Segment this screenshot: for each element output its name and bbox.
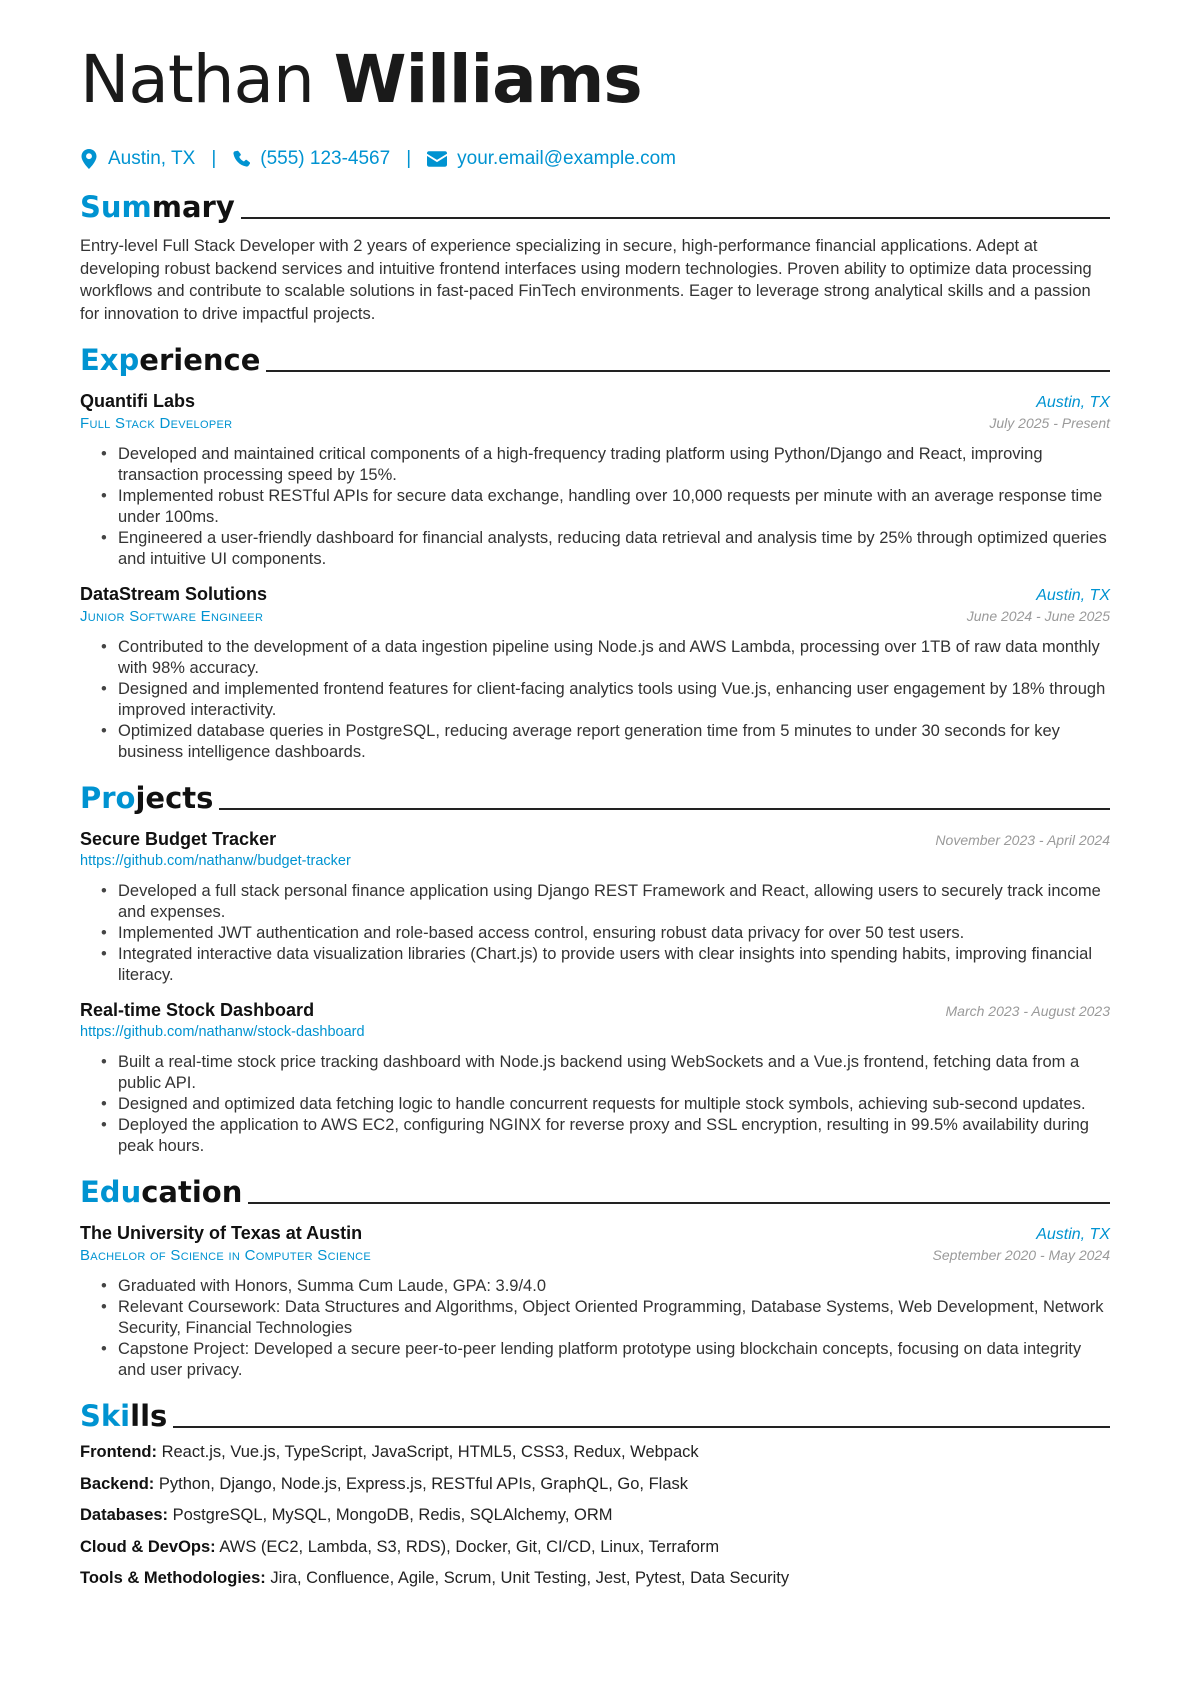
bullet-item: • Graduated with Honors, Summa Cum Laude, GPA: 3.9/4.0 bbox=[118, 1276, 1110, 1297]
company-name: DataStream Solutions bbox=[80, 584, 268, 604]
bullet-list bbox=[80, 881, 1110, 986]
summary-text: Entry-level Full Stack Developer with 2 years of experience specializing in secure, high-performance financial applications. Adept at developing robust backend services and intuitive frontend interfaces using modern technologies. Proven ability to optimize data processing workflows and contribute to scalable solutions in fast-paced FinTech environments. Eager to leverage strong analytical skills and a passion for innovation to drive impactful projects. bbox=[80, 237, 1092, 323]
project-name: Secure Budget Tracker bbox=[80, 829, 277, 849]
envelope-icon bbox=[427, 151, 447, 167]
resume-name bbox=[80, 40, 1110, 120]
skill-category: Tools & Methodologies: bbox=[80, 1569, 266, 1587]
skill-category: Databases: bbox=[80, 1506, 169, 1524]
project-link[interactable]: https://github.com/nathanw/budget-tracker bbox=[80, 853, 351, 869]
contact-location bbox=[80, 148, 195, 170]
contact-separator: | bbox=[406, 148, 412, 169]
bullet-item: • Contributed to the development of a data ingestion pipeline using Node.js and AWS Lambda, processing over 1TB of raw data monthly with 98% accuracy. bbox=[118, 637, 1110, 679]
bullet-item: • Implemented JWT authentication and role-based access control, ensuring robust data privacy for over 50 test users. bbox=[118, 923, 1110, 944]
skill-row bbox=[80, 1567, 1110, 1589]
bullet-item: • Implemented robust RESTful APIs for secure data exchange, handling over 10,000 requests per minute with an average response time under 100ms. bbox=[118, 486, 1110, 528]
section-title-accent: Exp bbox=[80, 343, 140, 377]
bullet-item: • Built a real-time stock price tracking dashboard with Node.js backend using WebSockets and a Vue.js frontend, fetching data from a public API. bbox=[118, 1052, 1110, 1094]
entry-date: June 2024 - June 2025 bbox=[966, 608, 1110, 624]
phone-icon bbox=[232, 149, 250, 169]
skills-list bbox=[80, 1441, 1110, 1589]
skill-values: AWS (EC2, Lambda, S3, RDS), Docker, Git, CI/CD, Linux, Terraform bbox=[219, 1537, 720, 1556]
section-rule bbox=[266, 370, 1110, 372]
company-name: Quantifi Labs bbox=[80, 391, 196, 411]
skill-row bbox=[80, 1441, 1110, 1463]
entry-date: March 2023 - August 2023 bbox=[945, 1003, 1110, 1019]
bullet-item: • Engineered a user-friendly dashboard for financial analysts, reducing data retrieval and analysis time by 25% through optimized queries and intuitive UI components. bbox=[118, 528, 1110, 570]
section-projects-title bbox=[80, 775, 1110, 815]
contact-phone[interactable] bbox=[232, 148, 390, 170]
project-entry bbox=[80, 829, 1110, 986]
section-title-rest: erience bbox=[139, 343, 261, 377]
skill-values: React.js, Vue.js, TypeScript, JavaScript, HTML5, CSS3, Redux, Webpack bbox=[161, 1443, 699, 1461]
section-education-title bbox=[80, 1169, 1110, 1209]
entry-date: July 2025 - Present bbox=[989, 415, 1110, 431]
bullet-list bbox=[80, 1052, 1110, 1157]
bullet-item: • Deployed the application to AWS EC2, configuring NGINX for reverse proxy and SSL encryption, resulting in 99.5% availability during peak hours. bbox=[118, 1115, 1110, 1157]
skill-category: Backend: bbox=[80, 1474, 155, 1493]
bullet-list bbox=[80, 444, 1110, 570]
experience-entry bbox=[80, 391, 1110, 570]
bullet-item: • Relevant Coursework: Data Structures and Algorithms, Object Oriented Programming, Database Systems, Web Development, Network Security, Financial Technologies bbox=[118, 1297, 1110, 1339]
project-link[interactable]: https://github.com/nathanw/stock-dashboard bbox=[80, 1024, 365, 1040]
entry-date: September 2020 - May 2024 bbox=[932, 1247, 1110, 1263]
project-name: Real-time Stock Dashboard bbox=[80, 1000, 315, 1020]
section-rule bbox=[241, 217, 1110, 219]
skill-values: Jira, Confluence, Agile, Scrum, Unit Testing, Jest, Pytest, Data Security bbox=[270, 1569, 790, 1587]
bullet-item: • Capstone Project: Developed a secure peer-to-peer lending platform prototype using blockchain concepts, focusing on data integrity and user privacy. bbox=[118, 1339, 1110, 1381]
project-entry bbox=[80, 1000, 1110, 1157]
section-skills-title bbox=[80, 1393, 1110, 1433]
section-title-rest: jects bbox=[135, 781, 214, 815]
first-name: Nathan bbox=[80, 41, 314, 118]
education-entry bbox=[80, 1223, 1110, 1381]
experience-entry bbox=[80, 584, 1110, 763]
skill-category: Cloud & DevOps: bbox=[80, 1537, 216, 1556]
bullet-item: • Optimized database queries in PostgreSQL, reducing average report generation time from 5 minutes to under 30 seconds for key business intelligence dashboards. bbox=[118, 721, 1110, 763]
skill-values: PostgreSQL, MySQL, MongoDB, Redis, SQLAlchemy, ORM bbox=[172, 1506, 613, 1524]
section-rule bbox=[248, 1202, 1110, 1204]
bullet-list bbox=[80, 1276, 1110, 1381]
degree-title: Bachelor of Science in Computer Science bbox=[80, 1247, 371, 1264]
job-title: Full Stack Developer bbox=[80, 415, 233, 432]
skill-row bbox=[80, 1473, 1110, 1495]
bullet-item: • Developed and maintained critical components of a high-frequency trading platform using Python/Django and React, improving transaction processing speed by 15%. bbox=[118, 444, 1110, 486]
skill-row bbox=[80, 1536, 1110, 1558]
bullet-item: • Designed and optimized data fetching logic to handle concurrent requests for multiple stock symbols, achieving sub-second updates. bbox=[118, 1094, 1110, 1115]
contact-separator: | bbox=[211, 148, 217, 169]
section-title-accent: Ski bbox=[80, 1399, 131, 1433]
entry-location: Austin, TX bbox=[1036, 587, 1110, 604]
section-title-rest: mary bbox=[151, 190, 235, 224]
section-title-accent: Edu bbox=[80, 1175, 142, 1209]
bullet-item: • Developed a full stack personal finance application using Django REST Framework and React, allowing users to securely track income and expenses. bbox=[118, 881, 1110, 923]
bullet-item: • Integrated interactive data visualization libraries (Chart.js) to provide users with clear insights into spending habits, improving financial literacy. bbox=[118, 944, 1110, 986]
section-rule bbox=[219, 808, 1110, 810]
bullet-list bbox=[80, 637, 1110, 763]
skill-row bbox=[80, 1504, 1110, 1526]
entry-location: Austin, TX bbox=[1036, 1226, 1110, 1243]
phone-text[interactable]: (555) 123-4567 bbox=[260, 148, 391, 169]
skill-category: Frontend: bbox=[80, 1443, 157, 1461]
section-rule bbox=[173, 1426, 1110, 1428]
section-title-rest: lls bbox=[130, 1399, 168, 1433]
school-name: The University of Texas at Austin bbox=[80, 1223, 363, 1243]
location-text: Austin, TX bbox=[108, 148, 196, 169]
bullet-item: • Designed and implemented frontend features for client-facing analytics tools using Vue.js, enhancing user engagement by 18% through improved interactivity. bbox=[118, 679, 1110, 721]
contact-email[interactable] bbox=[427, 148, 676, 170]
section-title-rest: cation bbox=[141, 1175, 243, 1209]
entry-date: November 2023 - April 2024 bbox=[935, 832, 1110, 848]
email-link[interactable]: your.email@example.com bbox=[457, 148, 676, 169]
last-name: Williams bbox=[333, 41, 642, 118]
section-title-accent: Sum bbox=[80, 190, 152, 224]
section-title-accent: Pro bbox=[80, 781, 136, 815]
contact-line bbox=[80, 146, 1110, 172]
section-experience-title bbox=[80, 337, 1110, 377]
section-summary-title bbox=[80, 184, 1110, 224]
entry-location: Austin, TX bbox=[1036, 394, 1110, 411]
skill-values: Python, Django, Node.js, Express.js, RESTful APIs, GraphQL, Go, Flask bbox=[158, 1474, 689, 1493]
map-pin-icon bbox=[80, 149, 98, 169]
job-title: Junior Software Engineer bbox=[80, 608, 264, 625]
